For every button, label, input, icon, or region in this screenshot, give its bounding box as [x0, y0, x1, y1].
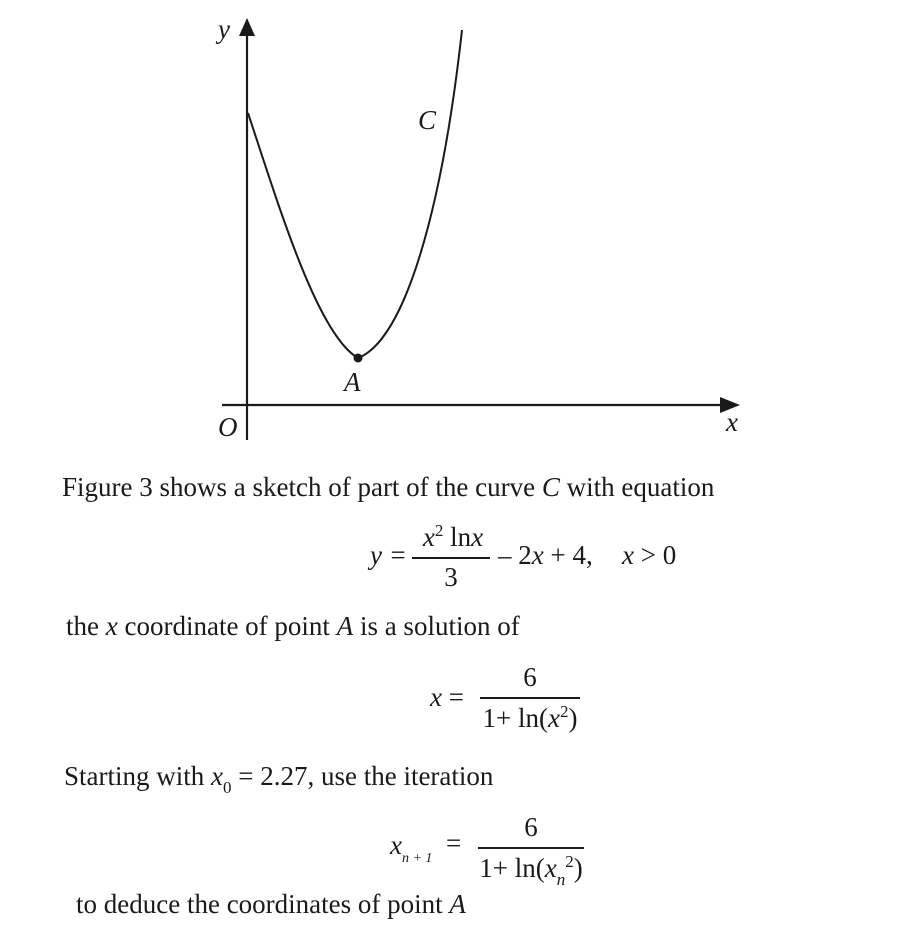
eq3-equals: =: [446, 828, 462, 858]
y-axis-label: y: [218, 14, 230, 44]
deduce-instruction: to deduce the coordinates of point A: [76, 889, 466, 919]
eq1-rest: – 2x + 4,: [498, 540, 593, 570]
eq2-denominator: $1+ \ln(x^2)$: [482, 702, 578, 733]
curve-equation: [0, 520, 904, 594]
eq3-denominator: $1+ \ln(x_n^2)$: [479, 852, 583, 889]
eq2-fraction-bar: [480, 697, 580, 699]
eq3-fraction-bar: [478, 847, 584, 849]
curve-c-label: C: [418, 105, 437, 135]
eq1-lhs: y =: [370, 540, 407, 570]
iteration-instruction: Starting with $x_0 = 2.27$, use the iteration: [64, 761, 494, 797]
eq3-lhs: $x_{n + 1}$: [390, 830, 433, 866]
intro-text: Figure 3 shows a sketch of part of the curve C with equation: [62, 472, 715, 502]
solution-statement: the x coordinate of point A is a solution of: [66, 611, 520, 641]
eq1-fraction-bar: [412, 557, 490, 559]
origin-label: O: [218, 412, 238, 442]
iteration-formula: [0, 810, 904, 889]
eq1-denominator: 3: [444, 562, 458, 592]
y-axis-arrowhead: [239, 18, 255, 36]
fixed-point-equation: [0, 660, 904, 736]
eq1-numerator: $x^2$ lnx: [422, 521, 484, 552]
curve-sketch-figure: [0, 0, 904, 450]
eq3-numerator: 6: [524, 812, 538, 842]
point-a-label: A: [344, 367, 361, 397]
eq2-numerator: 6: [523, 662, 537, 692]
point-a-marker: [354, 354, 363, 363]
curve-c: [248, 30, 462, 358]
eq1-condition: x > 0: [622, 540, 677, 570]
eq2-lhs: x =: [430, 682, 464, 712]
x-axis-label: x: [726, 407, 738, 437]
